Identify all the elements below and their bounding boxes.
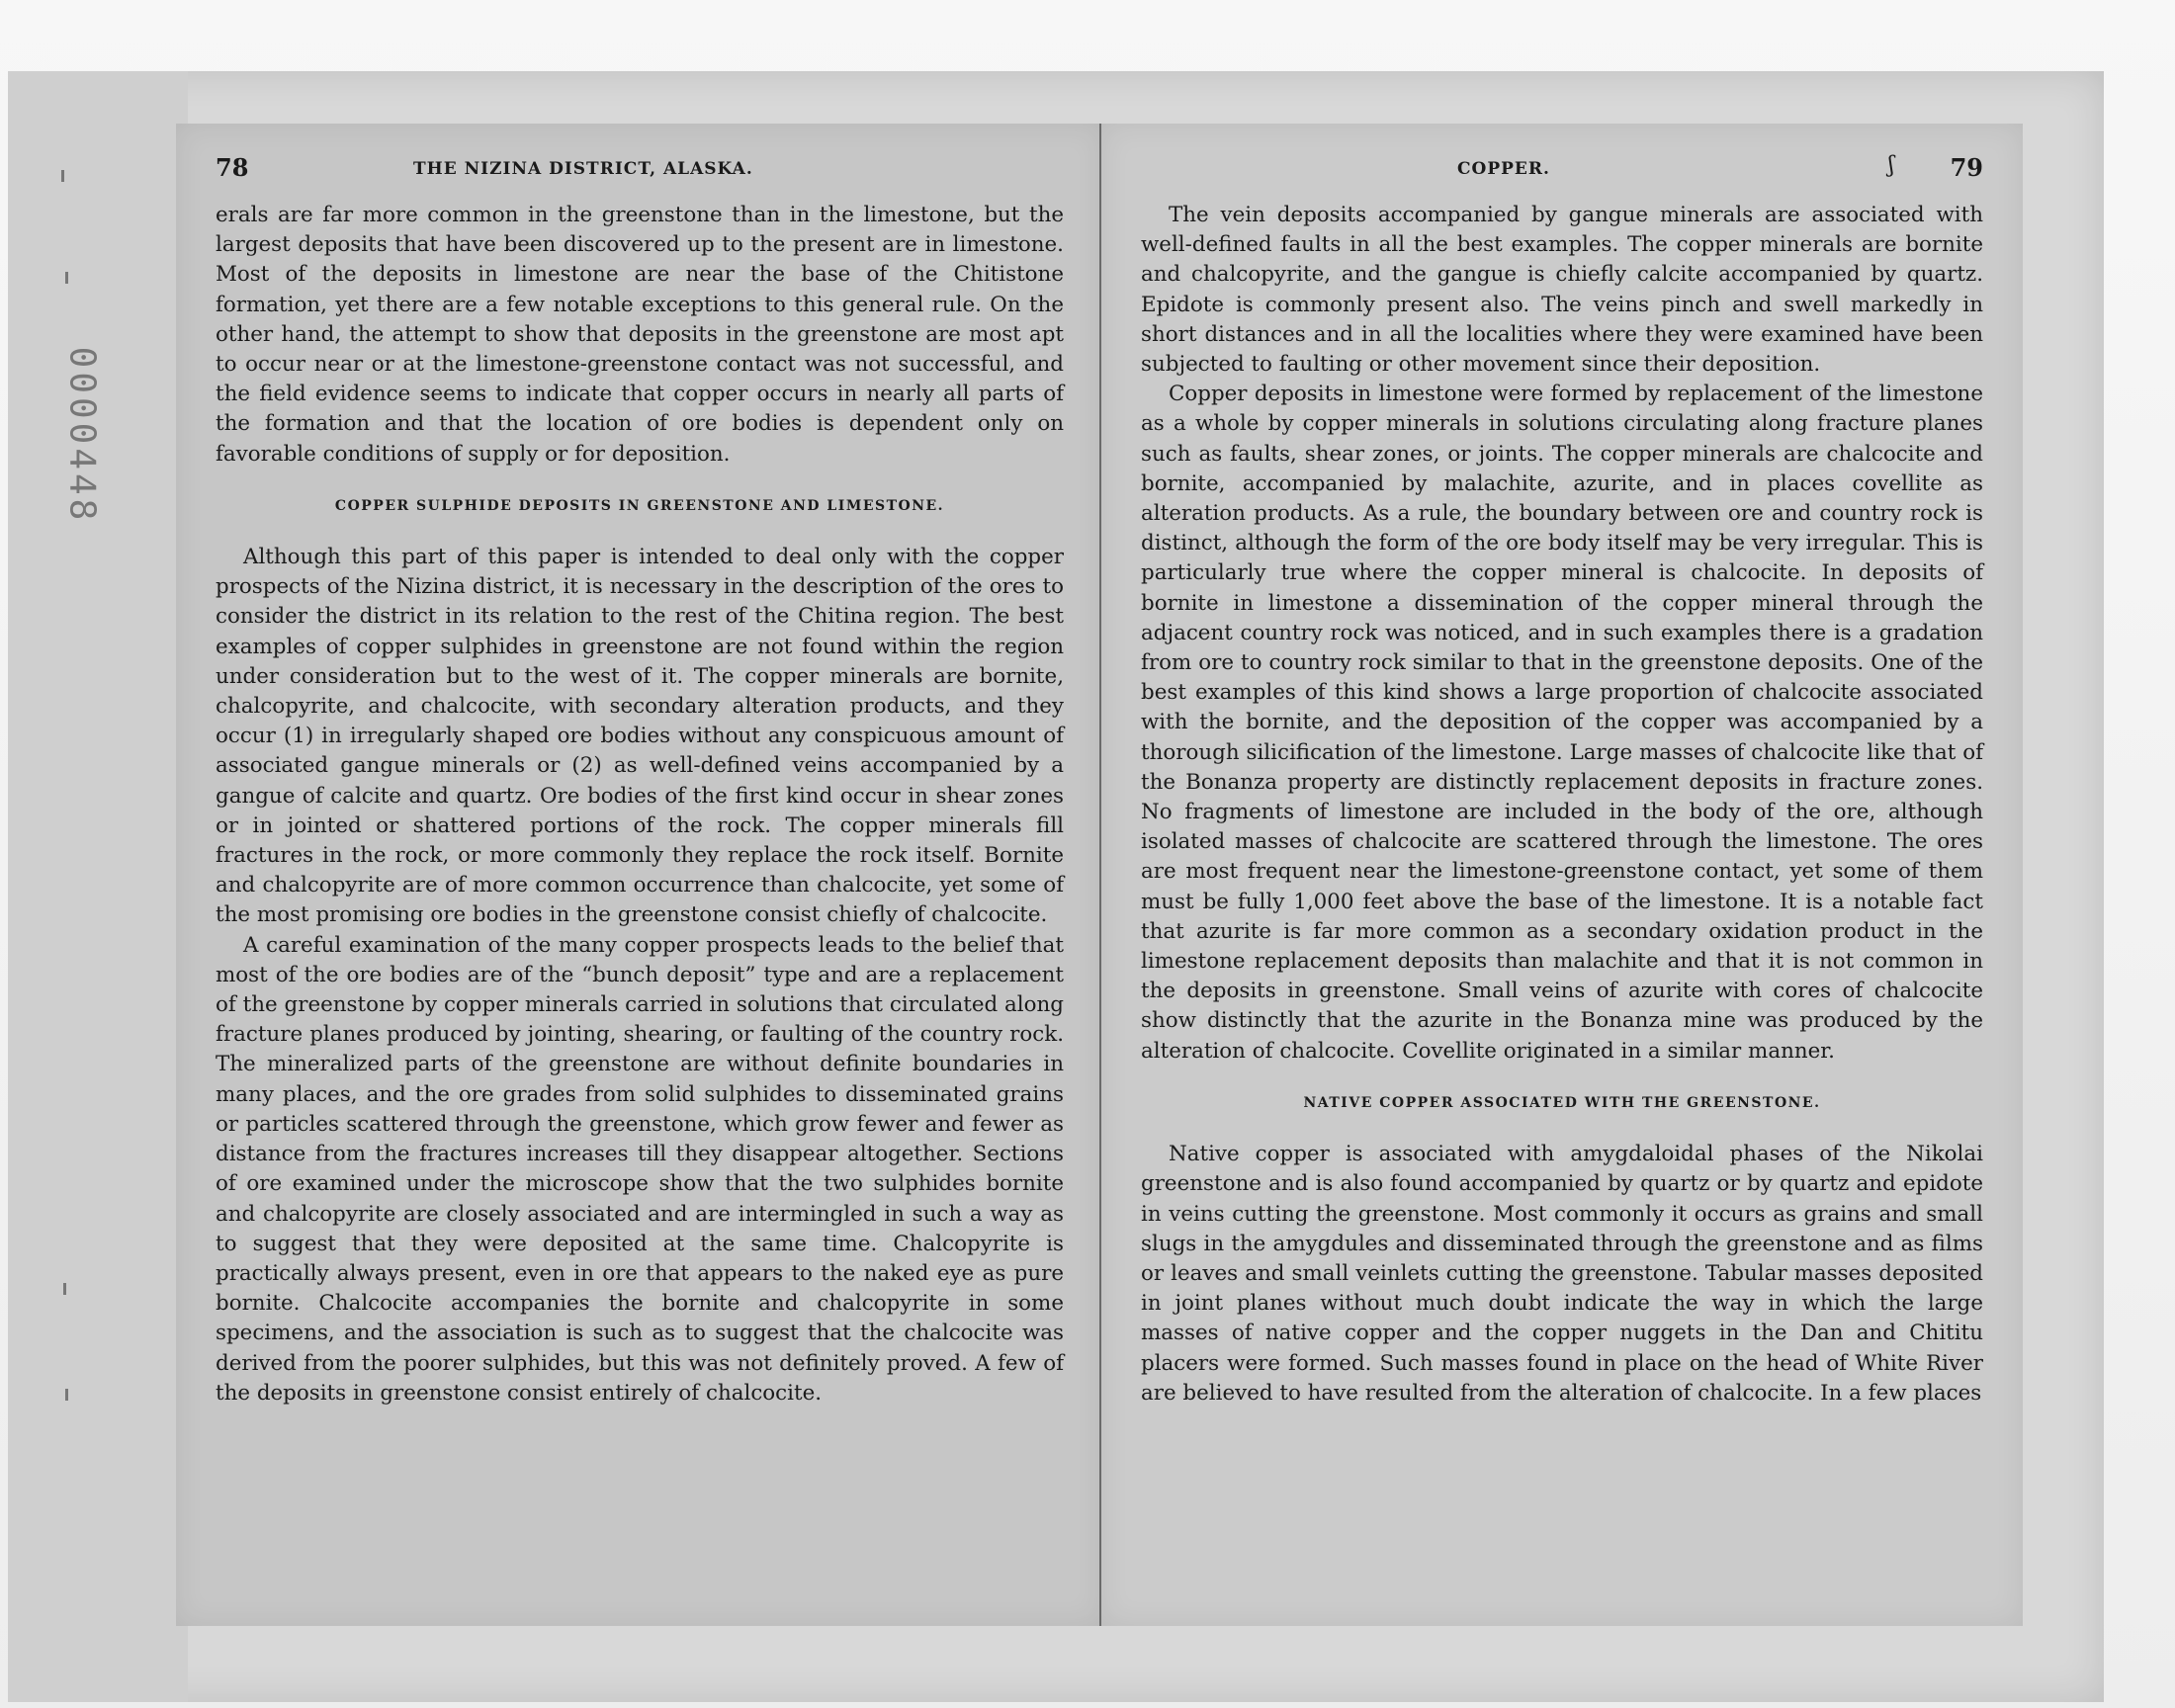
margin-mark xyxy=(65,272,68,284)
catalog-number: 0000448 xyxy=(61,346,103,525)
section-heading-sulphide: COPPER SULPHIDE DEPOSITS IN GREENSTONE AND LIMESTONE. xyxy=(334,497,945,514)
right-running-head xyxy=(1141,153,1983,187)
catalog-stamp xyxy=(57,326,107,554)
running-title-left: THE NIZINA DISTRICT, ALASKA. xyxy=(413,159,753,179)
left-paragraph-1: erals are far more common in the greenstone than in the limestone, but the largest deposits that have been discovered up to the present are in limestone. Most of the deposits in limestone are near the base of the Chitistone formation, yet there are a few notable exceptions to this general rule. On the other hand, the attempt to show that deposits in the greenstone are most apt to occur near or at the limestone-greenstone contact was not successful, and the field evidence seems to indicate that copper occurs in nearly all parts of the formation and that the location of ore bodies is dependent only on favorable conditions of supply or for deposition. xyxy=(216,203,1064,467)
right-page xyxy=(1101,124,2023,1626)
margin-mark xyxy=(63,1283,66,1295)
left-paragraph-2: Although this part of this paper is intended to deal only with the copper prospects of the Nizina district, it is necessary in the description of the ores to consider the district in its relation to the rest of the Chitina region. The best examples of copper sulphides in greenstone are not found within the region under consideration but to the west of it. The copper minerals are bornite, chalcopyrite, and chalcocite, with secondary alteration products, and they occur (1) in irregularly shaped ore bodies without any conspicuous amount of associated gangue minerals or (2) as well-defined veins accompanied by a gangue of calcite and quartz. Ore bodies of the first kind occur in shear zones or in jointed or shattered portions of the rock. The copper minerals fill fractures in the rock, or more commonly they replace the rock itself. Bornite and chalcopyrite are of more common occurrence than chalcocite, yet some of the most promising ore bodies in the greenstone consist chiefly of chalcocite. xyxy=(216,545,1064,928)
page-number-right: 79 xyxy=(1950,153,1983,182)
left-page xyxy=(176,124,1103,1626)
right-page-body xyxy=(1141,201,1983,1409)
binding-margin xyxy=(8,71,188,1702)
section-heading-native-copper: NATIVE COPPER ASSOCIATED WITH THE GREENSTONE. xyxy=(1303,1094,1821,1111)
page-number-left: 78 xyxy=(216,153,249,182)
right-paragraph-1: The vein deposits accompanied by gangue minerals are associated with well-defined faults in all the best examples. The copper minerals are bornite and chalcopyrite, and the gangue is chiefly calcite accompanied by quartz. Epidote is commonly present also. The veins pinch and swell markedly in short distances and in all the localities where they were examined have been subjected to faulting or other movement since their deposition. xyxy=(1141,203,1983,378)
left-paragraph-3: A careful examination of the many copper prospects leads to the belief that most of the ore bodies are of the “bunch deposit” type and are a replacement of the greenstone by copper minerals carried in solutions that circulated along fracture planes produced by jointing, shearing, or faulting of the country rock. The mineralized parts of the greenstone are without definite boundaries in many places, and the ore grades from solid sulphides to disseminated grains or particles scattered through the greenstone, which grow fewer and fewer as distance from the fractures increases till they disappear altogether. Sections of ore examined under the microscope show that the two sulphides bornite and chalcopyrite are closely associated and are intermingled in such a way as to suggest that they were deposited at the same time. Chalcopyrite is practically always present, even in ore that appears to the naked eye as pure bornite. Chalcocite accompanies the bornite and chalcopyrite in some specimens, and the association is such as to suggest that the chalcocite was derived from the poorer sulphides, but this was not definitely proved. A few of the deposits in greenstone consist entirely of chalcocite. xyxy=(216,932,1064,1406)
right-paragraph-2: Copper deposits in limestone were formed by replacement of the limestone as a whole by copper minerals in solutions circulating along fracture planes such as faults, shear zones, or joints. The copper minerals are chalcocite and bornite, accompanied by malachite, azurite, and in places covellite as alteration products. As a rule, the boundary between ore and country rock is distinct, although the form of the ore body itself may be very irregular. This is particularly true where the copper mineral is chalcocite. In deposits of bornite in limestone a dissemination of the copper mineral through the adjacent country rock was noticed, and in such examples there is a gradation from ore to country rock similar to that in the greenstone deposits. One of the best examples of this kind shows a large proportion of chalcocite associated with the bornite, and the deposition of the copper was accompanied by a thorough silicification of the limestone. Large masses of chalcocite like that of the Bonanza property are distinctly replacement deposits in fracture zones. No fragments of limestone are included in the body of the ore, although isolated masses of chalcocite are scattered through the limestone. The ores are most frequent near the limestone-greenstone contact, yet some of them must be fully 1,000 feet above the base of the limestone. It is a notable fact that azurite is far more common as a secondary oxidation product in the limestone replacement deposits than malachite and that it is not common in the deposits in greenstone. Small veins of azurite with cores of chalcocite show distinctly that the azurite in the Bonanza mine was produced by the alteration of chalcocite. Covellite originated in a similar manner. xyxy=(1141,382,1983,1064)
margin-mark xyxy=(65,1389,68,1401)
left-running-head xyxy=(216,153,1064,187)
margin-mark xyxy=(61,170,64,182)
right-paragraph-3: Native copper is associated with amygdaloidal phases of the Nikolai greenstone and is also found accompanied by quartz or by quartz and epidote in veins cutting the greenstone. Most commonly it occurs as grains and small slugs in the amygdules and disseminated through the greenstone and as films or leaves and small veinlets cutting the greenstone. Tabular masses deposited in joint planes without much doubt indicate the way in which the large masses of native copper and the copper nuggets in the Dan and Chititu placers were formed. Such masses found in place on the head of White River are believed to have resulted from the alteration of chalcocite. In a few places xyxy=(1141,1142,1983,1406)
running-title-right: COPPER. xyxy=(1457,159,1550,179)
margin-tick: ʃ xyxy=(1888,153,1894,178)
left-page-body xyxy=(216,201,1064,1409)
